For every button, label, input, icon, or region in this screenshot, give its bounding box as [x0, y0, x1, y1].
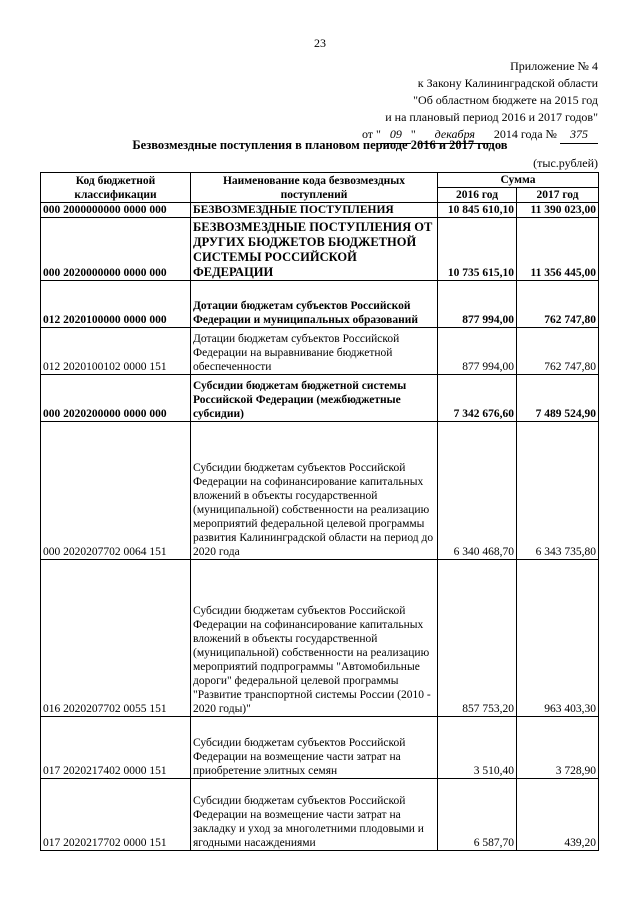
row-amount-2017: 963 403,30 [517, 560, 599, 717]
row-code: 000 2020000000 0000 000 [41, 218, 191, 281]
row-amount-2016: 877 994,00 [438, 328, 517, 375]
row-name: Субсидии бюджетам субъектов Российской Федерации на возмещение части затрат на приобретение элитных семян [191, 717, 438, 779]
row-amount-2016: 10 845 610,10 [438, 203, 517, 218]
row-code: 017 2020217702 0000 151 [41, 779, 191, 851]
row-code: 000 2020200000 0000 000 [41, 375, 191, 422]
row-amount-2016: 6 340 468,70 [438, 422, 517, 560]
row-amount-2017: 762 747,80 [517, 328, 599, 375]
row-code: 016 2020207702 0055 151 [41, 560, 191, 717]
row-amount-2016: 10 735 615,10 [438, 218, 517, 281]
row-name: БЕЗВОЗМЕЗДНЫЕ ПОСТУПЛЕНИЯ ОТ ДРУГИХ БЮДЖЕТОВ БЮДЖЕТНОЙ СИСТЕМЫ РОССИЙСКОЙ ФЕДЕРАЦИИ [191, 218, 438, 281]
row-amount-2017: 6 343 735,80 [517, 422, 599, 560]
date-mid: " [410, 127, 416, 141]
row-name: Субсидии бюджетам субъектов Российской Федерации на софинансирование капитальных вложений в объекты государственной (муниципальной) собственности на реализацию мероприятий федеральной целевой программы развития Калининградской области на период до 2020 года [191, 422, 438, 560]
row-name: Дотации бюджетам субъектов Российской Федерации и муниципальных образований [191, 281, 438, 328]
header-sum: Сумма [438, 173, 599, 188]
header-code: Код бюджетной классификации [41, 173, 191, 203]
row-amount-2017: 439,20 [517, 779, 599, 851]
date-month: декабря [419, 126, 491, 144]
row-amount-2017: 7 489 524,90 [517, 375, 599, 422]
header-year-2016: 2016 год [438, 188, 517, 203]
row-amount-2016: 3 510,40 [438, 717, 517, 779]
table-row [41, 717, 599, 779]
page-number: 23 [314, 36, 326, 50]
table-row [41, 218, 599, 281]
row-amount-2016: 6 587,70 [438, 779, 517, 851]
row-amount-2017: 762 747,80 [517, 281, 599, 328]
row-amount-2016: 877 994,00 [438, 281, 517, 328]
header-year-2017: 2017 год [517, 188, 599, 203]
row-amount-2016: 7 342 676,60 [438, 375, 517, 422]
date-prefix: от " [361, 127, 381, 141]
appendix-line-3: "Об областном бюджете на 2015 год [413, 93, 598, 107]
row-name: Дотации бюджетам субъектов Российской Федерации на выравнивание бюджетной обеспеченности [191, 328, 438, 375]
appendix-line-4: и на плановый период 2016 и 2017 годов" [385, 110, 598, 124]
header-name: Наименование кода безвозмездных поступлений [191, 173, 438, 203]
row-code: 012 2020100000 0000 000 [41, 281, 191, 328]
appendix-line-1: Приложение № 4 [510, 59, 598, 73]
row-amount-2017: 3 728,90 [517, 717, 599, 779]
table-row [41, 203, 599, 218]
appendix-block [268, 58, 598, 144]
row-code: 017 2020217402 0000 151 [41, 717, 191, 779]
row-name: Субсидии бюджетам субъектов Российской Федерации на софинансирование капитальных вложений в объекты государственной (муниципальной) собственности на реализацию мероприятий подпрограммы "Автомобильные дороги" федеральной целевой программы "Развитие транспортной системы России (2010 - 2020 годы)" [191, 560, 438, 717]
table-row [41, 375, 599, 422]
table-row [41, 328, 599, 375]
unit-label: (тыс.рублей) [533, 156, 598, 170]
law-number: 375 [560, 126, 598, 144]
row-amount-2017: 11 390 023,00 [517, 203, 599, 218]
appendix-line-2: к Закону Калининградской области [417, 76, 598, 90]
date-day: 09 [381, 126, 411, 144]
document-title: Безвозмездные поступления в плановом периоде 2016 и 2017 годов [132, 138, 508, 152]
table-row [41, 560, 599, 717]
revenue-table [40, 172, 599, 851]
table-row [41, 779, 599, 851]
table-row [41, 422, 599, 560]
row-name: Субсидии бюджетам бюджетной системы Российской Федерации (межбюджетные субсидии) [191, 375, 438, 422]
row-code: 012 2020100102 0000 151 [41, 328, 191, 375]
row-code: 000 2020207702 0064 151 [41, 422, 191, 560]
table-row [41, 281, 599, 328]
row-name: БЕЗВОЗМЕЗДНЫЕ ПОСТУПЛЕНИЯ [191, 203, 438, 218]
date-year: 2014 года № [493, 127, 557, 141]
row-amount-2017: 11 356 445,00 [517, 218, 599, 281]
row-name: Субсидии бюджетам субъектов Российской Федерации на возмещение части затрат на закладку и уход за многолетними плодовыми и ягодными насаждениями [191, 779, 438, 851]
row-amount-2016: 857 753,20 [438, 560, 517, 717]
row-code: 000 2000000000 0000 000 [41, 203, 191, 218]
